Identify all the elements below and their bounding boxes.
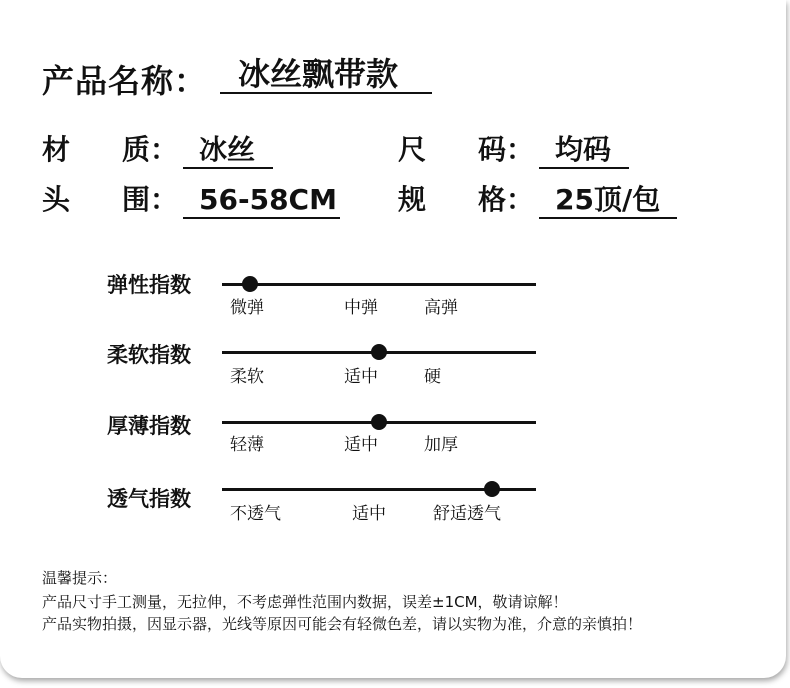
size-label-char1: 尺 xyxy=(398,133,427,166)
head-label-char1: 头 xyxy=(42,183,71,216)
scale-label-softness: 柔软指数 xyxy=(107,343,191,367)
head-label-char2: 围 xyxy=(122,183,151,216)
scale-tick-elasticity-low: 微弹 xyxy=(230,298,264,318)
scale-tick-thickness-low: 轻薄 xyxy=(230,435,264,455)
scale-label-elasticity: 弹性指数 xyxy=(107,273,191,297)
scale-tick-softness-high: 硬 xyxy=(424,367,441,387)
scale-tick-breathability-high: 舒适透气 xyxy=(433,504,501,524)
size-label-char2: 码 xyxy=(478,133,507,166)
scale-tick-softness-low: 柔软 xyxy=(230,367,264,387)
scale-tick-elasticity-mid: 中弹 xyxy=(344,298,378,318)
material-label-char2: 质 xyxy=(122,133,151,166)
head-value: 56-58CM xyxy=(183,183,340,219)
product-name-label: 产品名称： xyxy=(42,62,208,100)
scale-tick-thickness-high: 加厚 xyxy=(424,435,458,455)
pack-label-char1: 规 xyxy=(398,183,427,216)
pack-label-char2: 格 xyxy=(478,183,507,216)
scale-label-breathability: 透气指数 xyxy=(107,487,191,511)
size-value: 均码 xyxy=(539,133,629,169)
material-colon: ： xyxy=(150,133,179,166)
material-value: 冰丝 xyxy=(183,133,273,169)
notes-heading: 温馨提示： xyxy=(42,569,118,587)
scale-tick-elasticity-high: 高弹 xyxy=(424,298,458,318)
scale-marker-elasticity xyxy=(242,276,258,292)
scale-tick-breathability-mid: 适中 xyxy=(352,504,386,524)
product-name-value: 冰丝飘带款 xyxy=(220,56,432,94)
scale-tick-softness-mid: 适中 xyxy=(344,367,378,387)
scale-label-thickness: 厚薄指数 xyxy=(107,414,191,438)
head-colon: ： xyxy=(150,183,179,216)
notes-line-color: 产品实物拍摄，因显示器，光线等原因可能会有轻微色差，请以实物为准，介意的亲慎拍！ xyxy=(42,615,643,633)
notes-line-measurement: 产品尺寸手工测量，无拉伸，不考虑弹性范围内数据，误差±1CM，敬请谅解！ xyxy=(42,593,568,611)
size-colon: ： xyxy=(506,133,535,166)
pack-value: 25顶/包 xyxy=(539,183,677,219)
scale-tick-breathability-low: 不透气 xyxy=(230,504,281,524)
scale-marker-breathability xyxy=(484,481,500,497)
scale-marker-thickness xyxy=(371,414,387,430)
material-label-char1: 材 xyxy=(42,133,71,166)
scale-tick-thickness-mid: 适中 xyxy=(344,435,378,455)
scale-line-elasticity xyxy=(222,283,536,286)
scale-marker-softness xyxy=(371,344,387,360)
pack-colon: ： xyxy=(506,183,535,216)
